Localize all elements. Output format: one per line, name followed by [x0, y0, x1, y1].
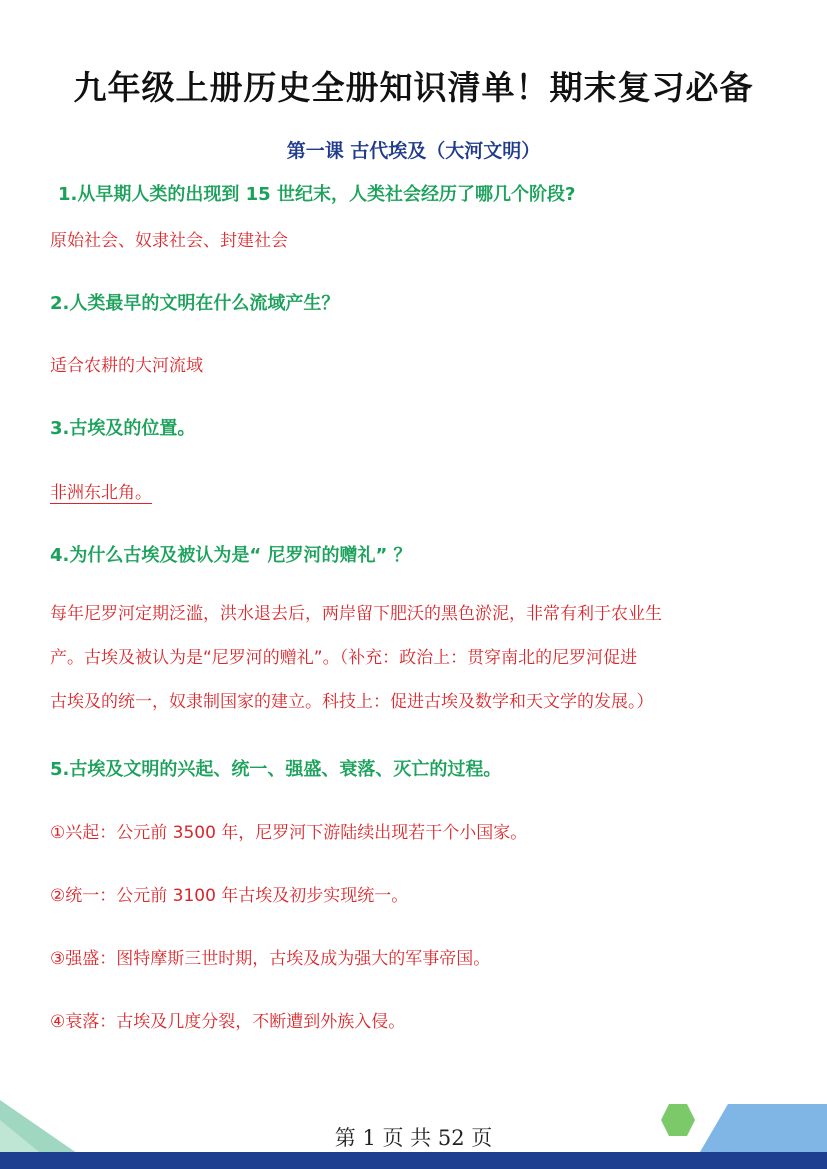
answer-1: 原始社会、奴隶社会、封建社会: [50, 231, 288, 251]
answer-4-line: 产。古埃及被认为是“尼罗河的赠礼”。（补充：政治上：贯穿南北的尼罗河促进: [50, 648, 638, 668]
page-number: 第 1 页 共 52 页: [334, 1126, 493, 1150]
answer-4-paragraph: [50, 592, 780, 724]
stage-unification: ②统一：公元前 3100 年古埃及初步实现统一。: [50, 886, 409, 906]
stage-decline: ④衰落：古埃及几度分裂，不断遭到外族入侵。: [50, 1012, 406, 1032]
answer-4-line: 每年尼罗河定期泛滥，洪水退去后，两岸留下肥沃的黑色淤泥，非常有利于农业生: [50, 604, 662, 624]
page-title: 九年级上册历史全册知识清单！期末复习必备: [73, 68, 754, 107]
answer-4-line: 古埃及的统一，奴隶制国家的建立。科技上：促进古埃及数学和天文学的发展。）: [50, 692, 654, 712]
answer-2: 适合农耕的大河流域: [50, 356, 203, 376]
answer-3: 非洲东北角。: [50, 483, 152, 503]
question-4: 4.为什么古埃及被认为是“ 尼罗河的赠礼” ？: [50, 545, 412, 566]
lesson-title: 第一课 古代埃及（大河文明）: [286, 140, 541, 162]
question-2: 2.人类最早的文明在什么流域产生？: [50, 293, 340, 314]
question-5: 5.古埃及文明的兴起、统一、强盛、衰落、灭亡的过程。: [50, 759, 502, 780]
stage-prosperity: ③强盛：图特摩斯三世时期，古埃及成为强大的军事帝国。: [50, 949, 491, 969]
question-3: 3.古埃及的位置。: [50, 418, 196, 439]
footer-band: [0, 1152, 827, 1169]
stage-rise: ①兴起：公元前 3500 年，尼罗河下游陆续出现若干个小国家。: [50, 823, 528, 843]
question-1: 1.从早期人类的出现到 15 世纪末，人类社会经历了哪几个阶段?: [58, 184, 576, 205]
